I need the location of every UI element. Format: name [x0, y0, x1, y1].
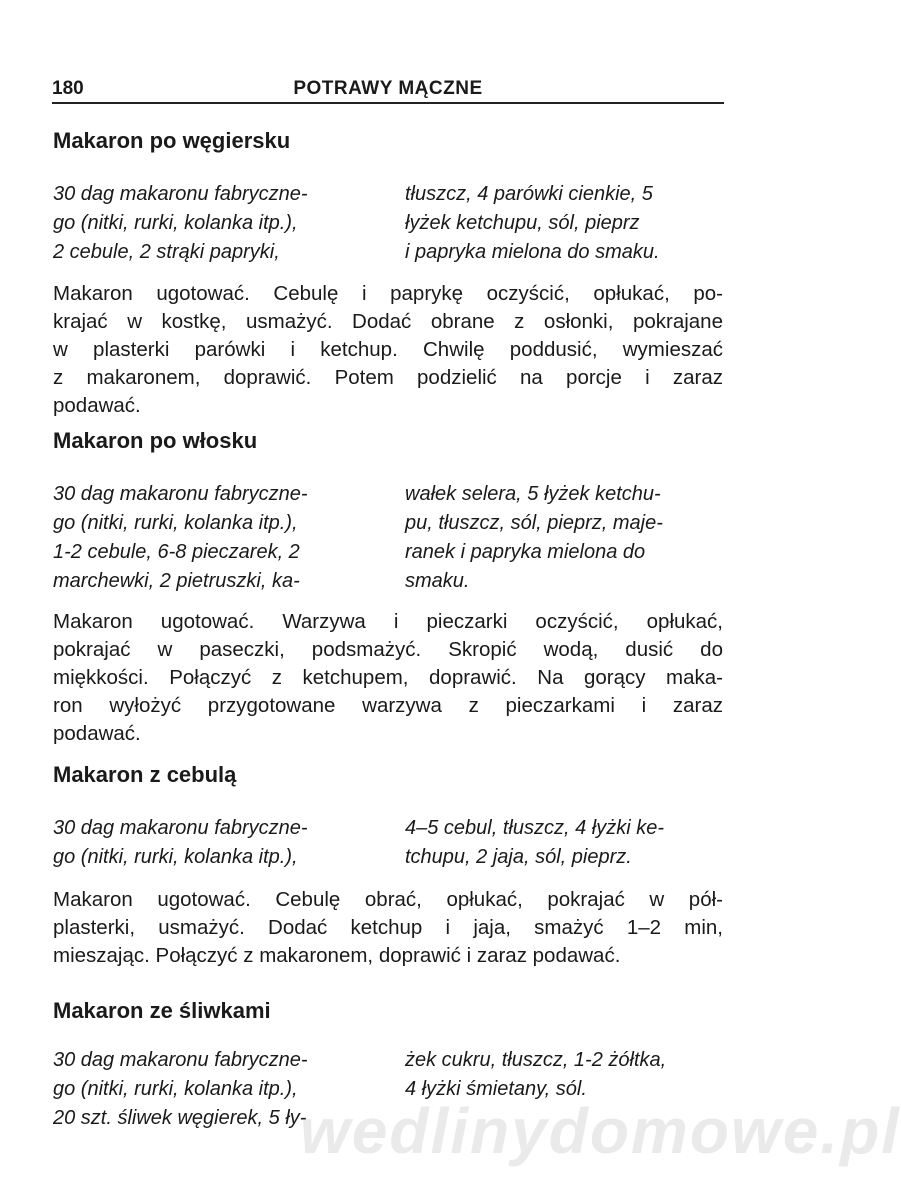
recipe-title: Makaron ze śliwkami	[53, 998, 271, 1023]
recipe-instructions	[53, 886, 723, 970]
instruction-line: podawać.	[53, 722, 141, 745]
ingredient-line: żek cukru, tłuszcz, 1-2 żółtka,	[405, 1049, 667, 1071]
ingredient-line: go (nitki, rurki, kolanka itp.),	[53, 1078, 298, 1100]
ingredient-line: pu, tłuszcz, sól, pieprz, maje-	[405, 512, 663, 534]
ingredients-column-left	[53, 814, 371, 872]
running-title: POTRAWY MĄCZNE	[293, 78, 483, 99]
ingredient-line: go (nitki, rurki, kolanka itp.),	[53, 512, 298, 534]
ingredients-list	[53, 480, 723, 596]
instruction-line: pokrajać w paseczki, podsmażyć. Skropić wodą, dusić do	[53, 638, 723, 661]
instruction-line: w plasterki parówki i ketchup. Chwilę poddusić, wymieszać	[53, 338, 723, 361]
ingredient-line: 30 dag makaronu fabryczne-	[53, 483, 308, 505]
ingredient-line: smaku.	[405, 570, 470, 592]
page-header	[52, 74, 724, 104]
ingredients-column-right	[405, 180, 723, 267]
ingredient-line: ranek i papryka mielona do	[405, 541, 646, 563]
ingredient-line: marchewki, 2 pietruszki, ka-	[53, 570, 300, 592]
ingredient-line: tłuszcz, 4 parówki cienkie, 5	[405, 183, 653, 205]
instruction-line: krajać w kostkę, usmażyć. Dodać obrane z osłonki, pokrajane	[53, 310, 723, 333]
ingredient-line: 4–5 cebul, tłuszcz, 4 łyżki ke-	[405, 817, 664, 839]
ingredient-line: i papryka mielona do smaku.	[405, 241, 660, 263]
instruction-line: Makaron ugotować. Cebulę obrać, opłukać, pokrajać w pół-	[53, 888, 723, 911]
recipe-instructions	[53, 608, 723, 748]
ingredient-line: łyżek ketchupu, sól, pieprz	[405, 212, 640, 234]
instruction-line: Makaron ugotować. Warzywa i pieczarki oczyścić, opłukać,	[53, 610, 723, 633]
ingredient-line: 30 dag makaronu fabryczne-	[53, 1049, 308, 1071]
recipe-title: Makaron z cebulą	[53, 762, 237, 787]
ingredients-column-right	[405, 480, 723, 596]
instruction-line: Makaron ugotować. Cebulę i paprykę oczyścić, opłukać, po-	[53, 282, 723, 305]
instruction-line: ron wyłożyć przygotowane warzywa z pieczarkami i zaraz	[53, 694, 723, 717]
instruction-line: miękkości. Połączyć z ketchupem, doprawić. Na gorący maka-	[53, 666, 723, 689]
ingredient-line: 20 szt. śliwek węgierek, 5 ły-	[53, 1107, 307, 1129]
recipe-title: Makaron po włosku	[53, 428, 258, 453]
ingredient-line: wałek selera, 5 łyżek ketchu-	[405, 483, 661, 505]
ingredient-line: go (nitki, rurki, kolanka itp.),	[53, 212, 298, 234]
ingredient-line: tchupu, 2 jaja, sól, pieprz.	[405, 846, 632, 868]
ingredient-line: 2 cebule, 2 strąki papryki,	[53, 241, 280, 263]
ingredients-list	[53, 814, 723, 872]
ingredients-column-right	[405, 814, 723, 872]
ingredient-line: 30 dag makaronu fabryczne-	[53, 817, 308, 839]
instruction-line: z makaronem, doprawić. Potem podzielić na porcje i zaraz	[53, 366, 723, 389]
ingredients-list	[53, 180, 723, 267]
ingredient-line: 1-2 cebule, 6-8 pieczarek, 2	[53, 541, 300, 563]
ingredients-column-left	[53, 180, 371, 267]
ingredient-line: 30 dag makaronu fabryczne-	[53, 183, 308, 205]
recipe-instructions	[53, 280, 723, 420]
ingredients-column-left	[53, 480, 371, 596]
watermark: wedlinydomowe.pl	[300, 1095, 901, 1167]
instruction-line: plasterki, usmażyć. Dodać ketchup i jaja, smażyć 1–2 min,	[53, 916, 723, 939]
instruction-line: podawać.	[53, 394, 141, 417]
recipe-title: Makaron po węgiersku	[53, 128, 291, 153]
instruction-line: mieszając. Połączyć z makaronem, doprawić i zaraz podawać.	[53, 944, 621, 967]
page-number: 180	[52, 78, 84, 99]
ingredient-line: 4 łyżki śmietany, sól.	[405, 1078, 587, 1100]
ingredient-line: go (nitki, rurki, kolanka itp.),	[53, 846, 298, 868]
